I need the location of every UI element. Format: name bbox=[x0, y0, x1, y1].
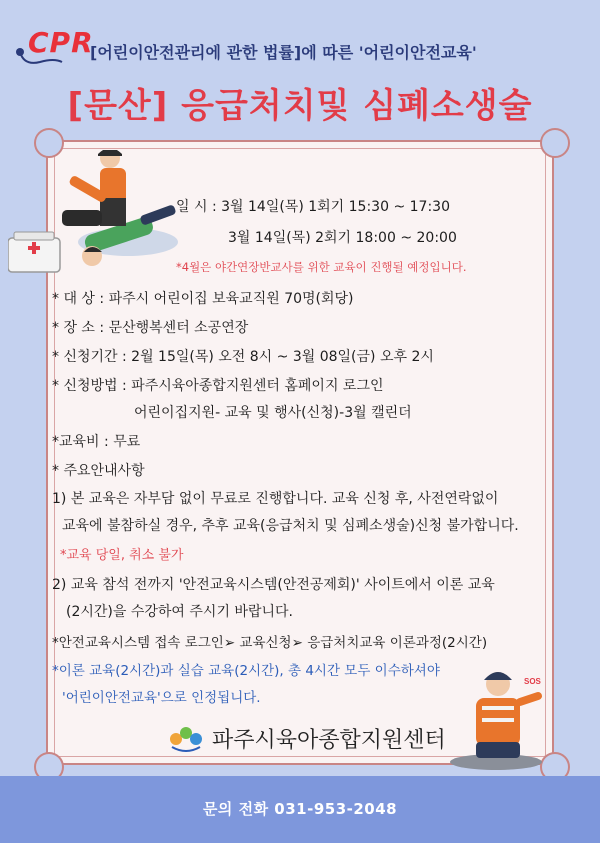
schedule-line-1 bbox=[176, 196, 450, 216]
sos-label: SOS bbox=[524, 677, 541, 686]
detail-label: * 장 소 bbox=[52, 320, 95, 336]
certify-line-2: '어린이안전교육'으로 인정됩니다. bbox=[62, 690, 261, 706]
certify-line-1: *이론 교육(2시간)과 실습 교육(2시간), 총 4시간 모두 이수하셔야 bbox=[52, 663, 440, 679]
detail-location bbox=[52, 317, 248, 337]
schedule-label: 일 시 : bbox=[176, 199, 222, 215]
detail-value: : 파주시육아종합지원센터 홈페이지 로그인 bbox=[117, 378, 384, 394]
sos-rescuer-illustration bbox=[446, 662, 556, 772]
detail-method-path: 어린이집지원- 교육 및 행사(신청)-3월 캘린더 bbox=[134, 405, 412, 421]
title-main: 응급처치및 심폐소생술 bbox=[168, 86, 533, 126]
detail-value: : 문산행복센터 소공연장 bbox=[94, 320, 249, 336]
detail-value: : 2월 15일(목) 오전 8시 ~ 3월 08일(금) 오후 2시 bbox=[117, 349, 434, 365]
system-path-line: *안전교육시스템 접속 로그인➢ 교육신청➢ 응급처치교육 이론과정(2시간) bbox=[52, 635, 488, 651]
notice-2-line-2: (2시간)을 수강하여 주시기 바랍니다. bbox=[66, 604, 293, 620]
detail-value: : 파주시 어린이집 보육교직원 70명(회당) bbox=[94, 291, 354, 307]
footer bbox=[0, 776, 600, 843]
notice-2-line-1: 2) 교육 참석 전까지 '안전교육시스템(안전공제회)' 사이트에서 이론 교육 bbox=[52, 577, 495, 593]
header bbox=[0, 0, 600, 126]
card-corner bbox=[540, 128, 570, 158]
center-logo-text: 파주시육아종합지원센터 bbox=[212, 727, 446, 753]
center-logo bbox=[168, 720, 446, 756]
page-title bbox=[0, 78, 600, 127]
notice-1-line-1: 1) 본 교육은 자부담 없이 무료로 진행합니다. 교육 신청 후, 사전연락없이 bbox=[52, 491, 499, 507]
detail-period bbox=[52, 346, 434, 366]
detail-target bbox=[52, 288, 354, 308]
center-logo-icon bbox=[168, 723, 204, 753]
schedule-note: *4월은 야간연장반교사를 위한 교육이 진행될 예정입니다. bbox=[176, 260, 467, 274]
notice-header: * 주요안내사항 bbox=[52, 463, 145, 479]
schedule-session-1: 3월 14일(목) 1회기 15:30 ~ 17:30 bbox=[221, 199, 450, 215]
detail-label: * 신청방법 bbox=[52, 378, 118, 394]
detail-label: * 신청기간 bbox=[52, 349, 118, 365]
detail-label: * 대 상 bbox=[52, 291, 95, 307]
cpr-badge bbox=[14, 22, 102, 66]
notice-warning: *교육 당일, 취소 불가 bbox=[60, 548, 184, 563]
notice-1-line-2: 교육에 불참하실 경우, 추후 교육(응급처치 및 심폐소생술)신청 불가합니다. bbox=[62, 518, 519, 534]
fee-line: *교육비 : 무료 bbox=[52, 434, 141, 450]
cpr-rescuer-illustration bbox=[8, 150, 183, 280]
page-subtitle: [어린이안전관리에 관한 법률]에 따른 '어린이안전교육' bbox=[90, 43, 477, 62]
detail-method bbox=[52, 375, 384, 395]
cpr-label: CPR bbox=[28, 26, 94, 59]
contact-phone[interactable]: 문의 전화 031-953-2048 bbox=[202, 800, 398, 818]
title-location: [문산] bbox=[67, 86, 169, 126]
schedule-session-2: 3월 14일(목) 2회기 18:00 ~ 20:00 bbox=[228, 230, 457, 246]
